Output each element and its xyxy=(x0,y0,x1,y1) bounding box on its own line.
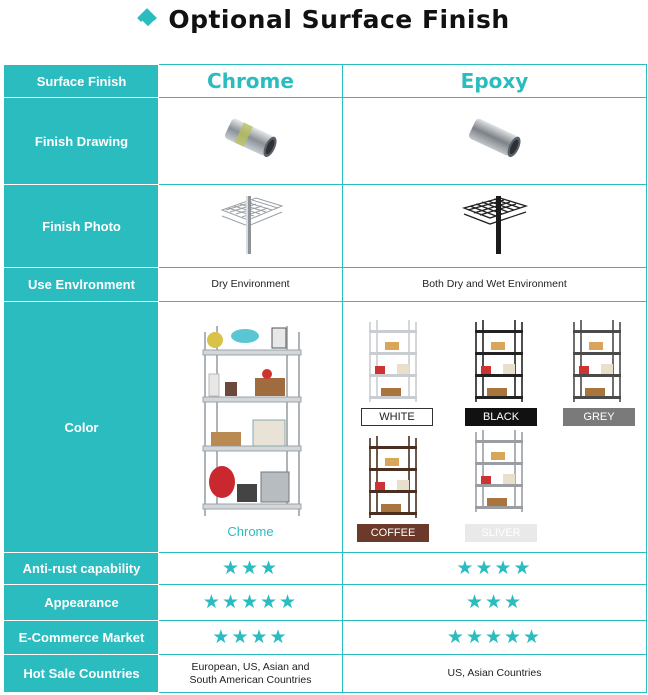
epoxy-shelf-grey-image xyxy=(571,320,623,404)
epoxy-tube-drawing xyxy=(460,111,530,166)
chrome-anti-rust-stars: ★★★ xyxy=(159,553,343,585)
label-hot-sale: Hot Sale Countries xyxy=(5,655,159,693)
epoxy-shelf-sliver-image xyxy=(473,430,525,514)
epoxy-color-cell xyxy=(343,302,647,553)
chrome-color-caption: Chrome xyxy=(227,524,274,539)
color-tag-black: BLACK xyxy=(465,408,537,426)
color-tag-white: WHITE xyxy=(361,408,433,426)
row-ecommerce xyxy=(5,621,647,655)
header-chrome: Chrome xyxy=(159,65,343,98)
chrome-hot-sale: European, US, Asian and South American Countries xyxy=(159,655,343,693)
label-appearance: Appearance xyxy=(5,585,159,621)
epoxy-shelf-black-image xyxy=(473,320,525,404)
chrome-wire-shelf-photo xyxy=(216,192,286,256)
epoxy-finish-photo xyxy=(343,185,647,268)
chrome-shelf-image xyxy=(197,322,307,518)
epoxy-shelf-coffee-image xyxy=(367,436,419,520)
label-color: Color xyxy=(5,302,159,553)
chrome-appearance-stars: ★★★★★ xyxy=(159,585,343,621)
label-finish-drawing: Finish Drawing xyxy=(5,98,159,185)
color-tag-sliver: SLIVER xyxy=(465,524,537,542)
chrome-finish-drawing xyxy=(159,98,343,185)
row-anti-rust xyxy=(5,553,647,585)
label-ecommerce: E-Commerce Market xyxy=(5,621,159,655)
row-finish-drawing xyxy=(5,98,647,185)
chrome-ecommerce-stars: ★★★★ xyxy=(159,621,343,655)
epoxy-wire-shelf-photo xyxy=(460,192,530,256)
color-tag-grey: GREY xyxy=(563,408,635,426)
label-use-environment: Use Envlronment xyxy=(5,268,159,302)
epoxy-use-environment: Both Dry and Wet Environment xyxy=(343,268,647,302)
row-surface-finish xyxy=(5,65,647,98)
epoxy-finish-drawing xyxy=(343,98,647,185)
chrome-finish-photo xyxy=(159,185,343,268)
chrome-tube-drawing xyxy=(216,111,286,166)
row-appearance xyxy=(5,585,647,621)
comparison-table xyxy=(4,64,647,693)
row-hot-sale xyxy=(5,655,647,693)
color-tag-coffee: COFFEE xyxy=(357,524,429,542)
page-title-text: Optional Surface Finish xyxy=(168,4,510,34)
epoxy-ecommerce-stars: ★★★★★ xyxy=(343,621,647,655)
label-anti-rust: Anti-rust capability xyxy=(5,553,159,585)
chrome-use-environment: Dry Environment xyxy=(159,268,343,302)
epoxy-appearance-stars: ★★★ xyxy=(343,585,647,621)
epoxy-hot-sale: US, Asian Countries xyxy=(343,655,647,693)
page-title xyxy=(0,0,648,38)
header-epoxy: Epoxy xyxy=(343,65,647,98)
chrome-color-cell xyxy=(159,302,343,553)
label-finish-photo: Finish Photo xyxy=(5,185,159,268)
label-surface-finish: Surface Finish xyxy=(5,65,159,98)
row-use-environment xyxy=(5,268,647,302)
row-finish-photo xyxy=(5,185,647,268)
epoxy-shelf-white-image xyxy=(367,320,419,404)
row-color xyxy=(5,302,647,553)
epoxy-anti-rust-stars: ★★★★ xyxy=(343,553,647,585)
diamond-check-icon xyxy=(138,9,158,29)
